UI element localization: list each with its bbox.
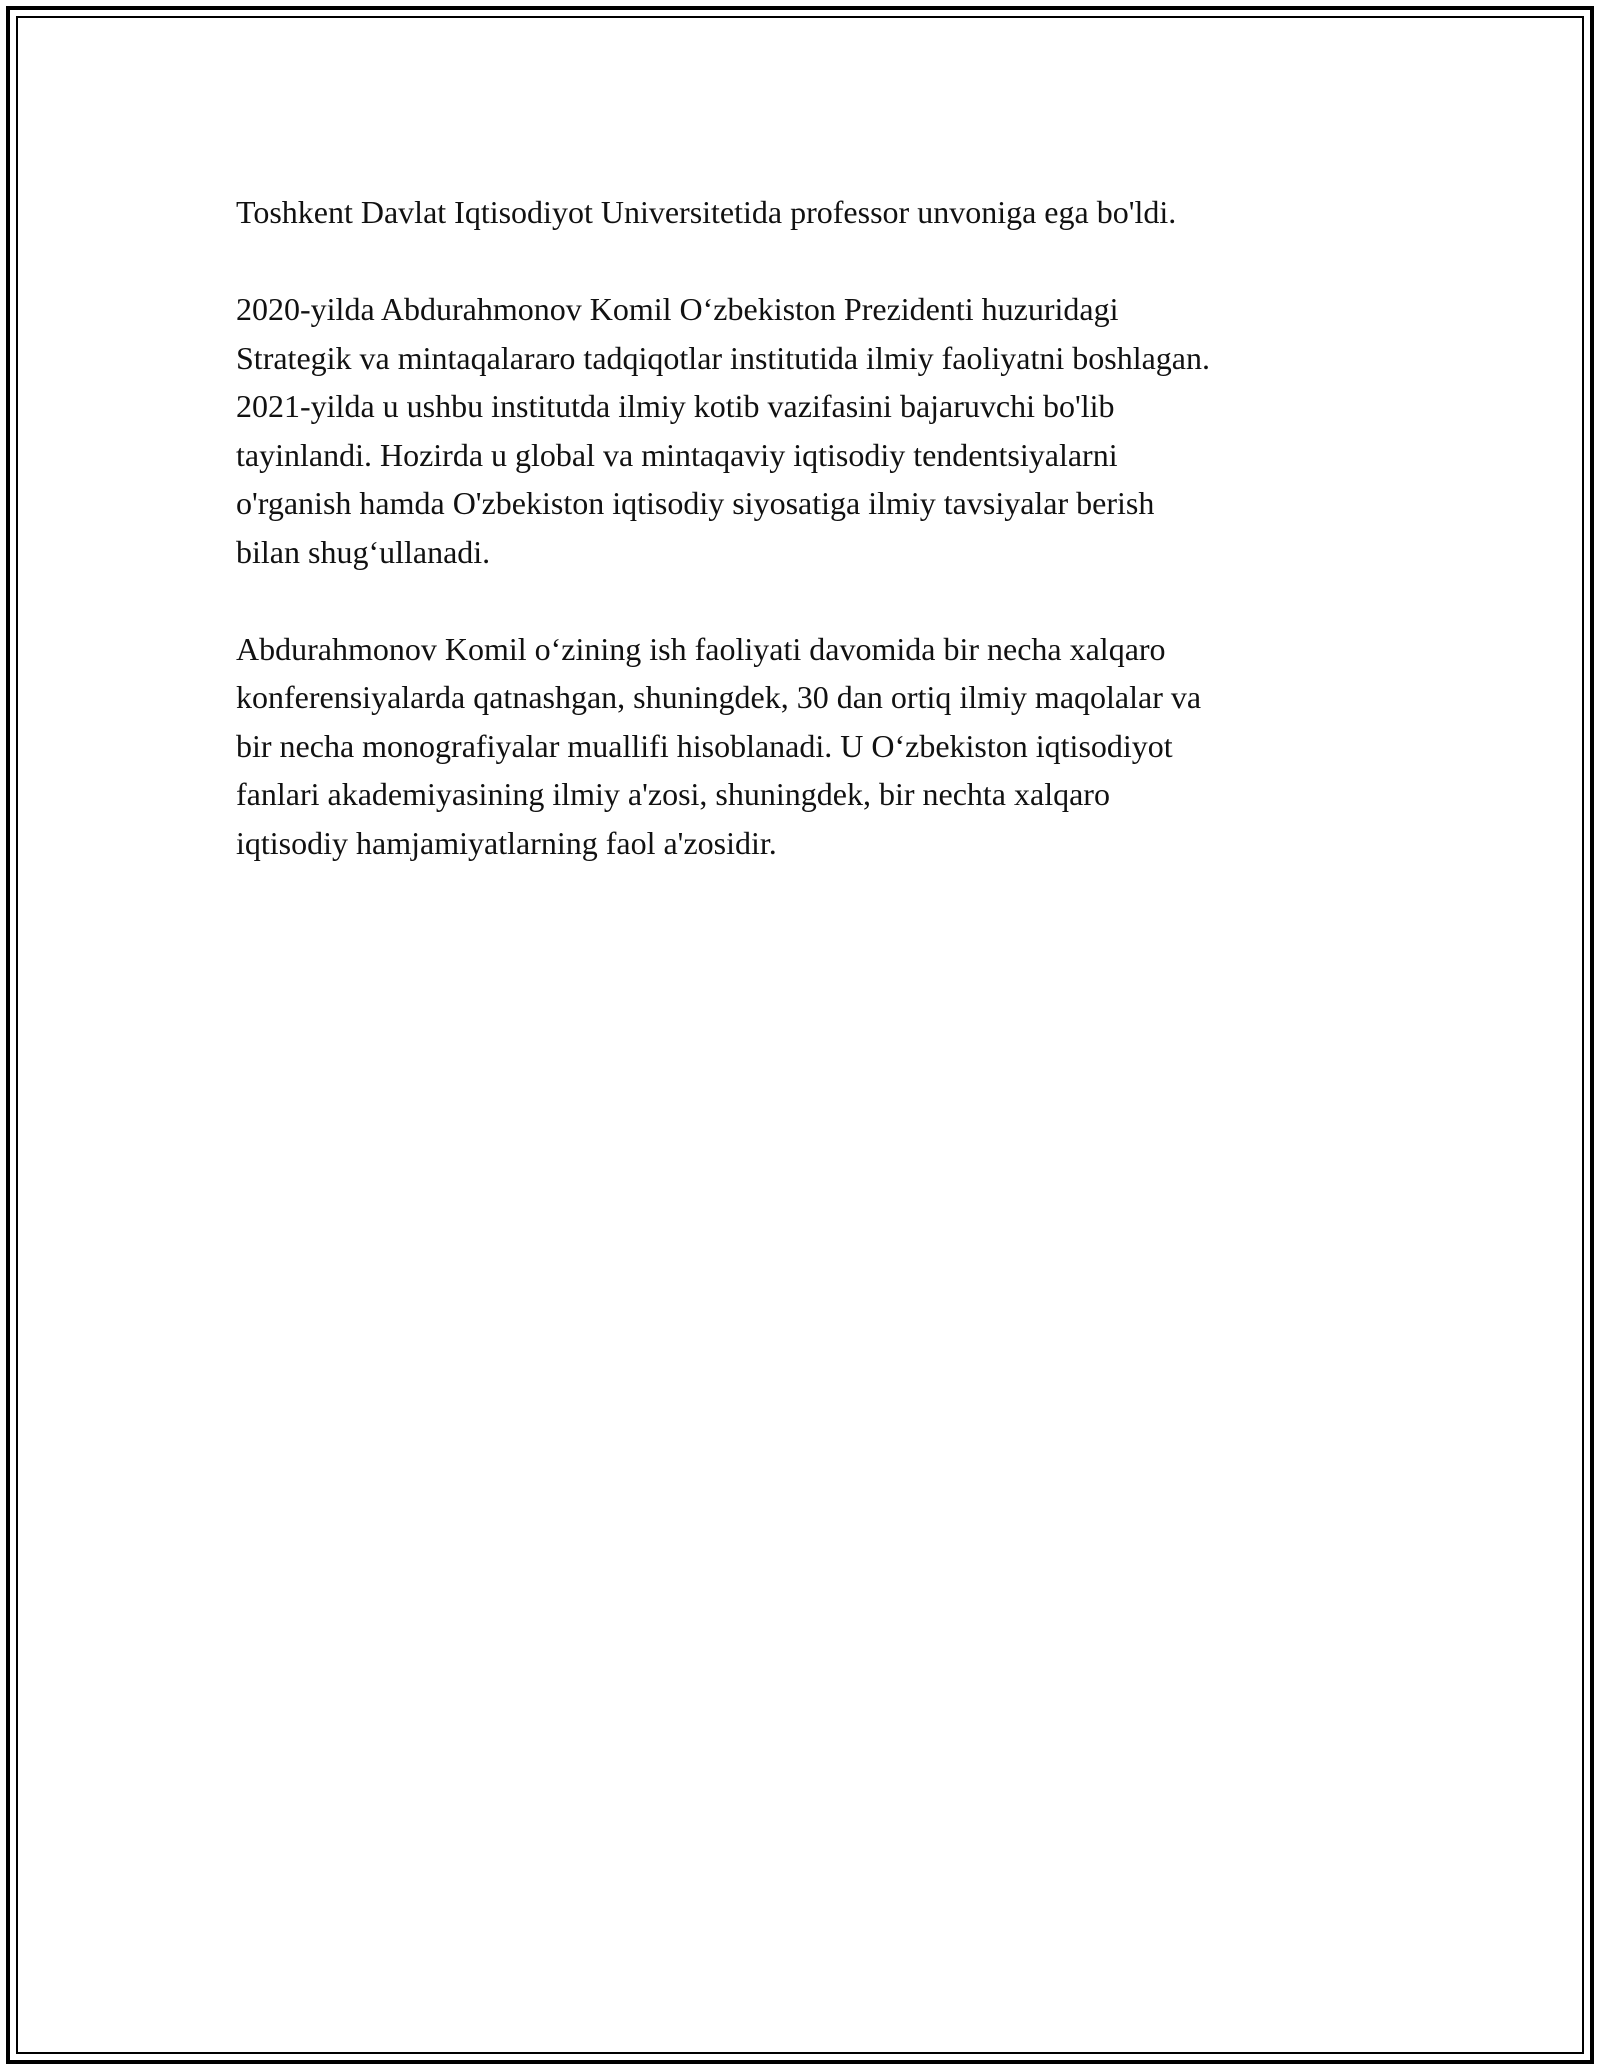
text-line: 2020-yilda Abdurahmonov Komil O‘zbekiston Prezidenti huzuridagi — [236, 291, 1119, 327]
text-line: Toshkent Davlat Iqtisodiyot Universitetida professor unvoniga ega bo'ldi. — [236, 194, 1177, 230]
paragraph-publications — [236, 625, 1376, 868]
text-line: bir necha monografiyalar muallifi hisoblanadi. U O‘zbekiston iqtisodiyot — [236, 727, 1173, 764]
text-line: Strategik va mintaqalararo tadqiqotlar institutida ilmiy faoliyatni boshlagan. — [236, 339, 1210, 376]
text-line: tayinlandi. Hozirda u global va mintaqaviy iqtisodiy tendentsiyalarni — [236, 436, 1118, 473]
text-line: fanlari akademiyasining ilmiy a'zosi, shuningdek, bir nechta xalqaro — [236, 776, 1110, 812]
text-line: Abdurahmonov Komil o‘zining ish faoliyati davomida bir necha xalqaro — [236, 630, 1166, 667]
text-line: 2021-yilda u ushbu institutda ilmiy kotib vazifasini bajaruvchi bo'lib — [236, 388, 1115, 424]
paragraph-professor-title — [236, 188, 1376, 237]
text-line: konferensiyalarda qatnashgan, shuningdek, 30 dan ortiq ilmiy maqolalar va — [236, 679, 1202, 715]
document-body — [236, 188, 1376, 916]
paragraph-institute-career — [236, 285, 1376, 576]
text-line: bilan shug‘ullanadi. — [236, 533, 491, 570]
text-line: iqtisodiy hamjamiyatlarning faol a'zosidir. — [236, 824, 777, 861]
text-line: o'rganish hamda O'zbekiston iqtisodiy siyosatiga ilmiy tavsiyalar berish — [236, 485, 1155, 521]
